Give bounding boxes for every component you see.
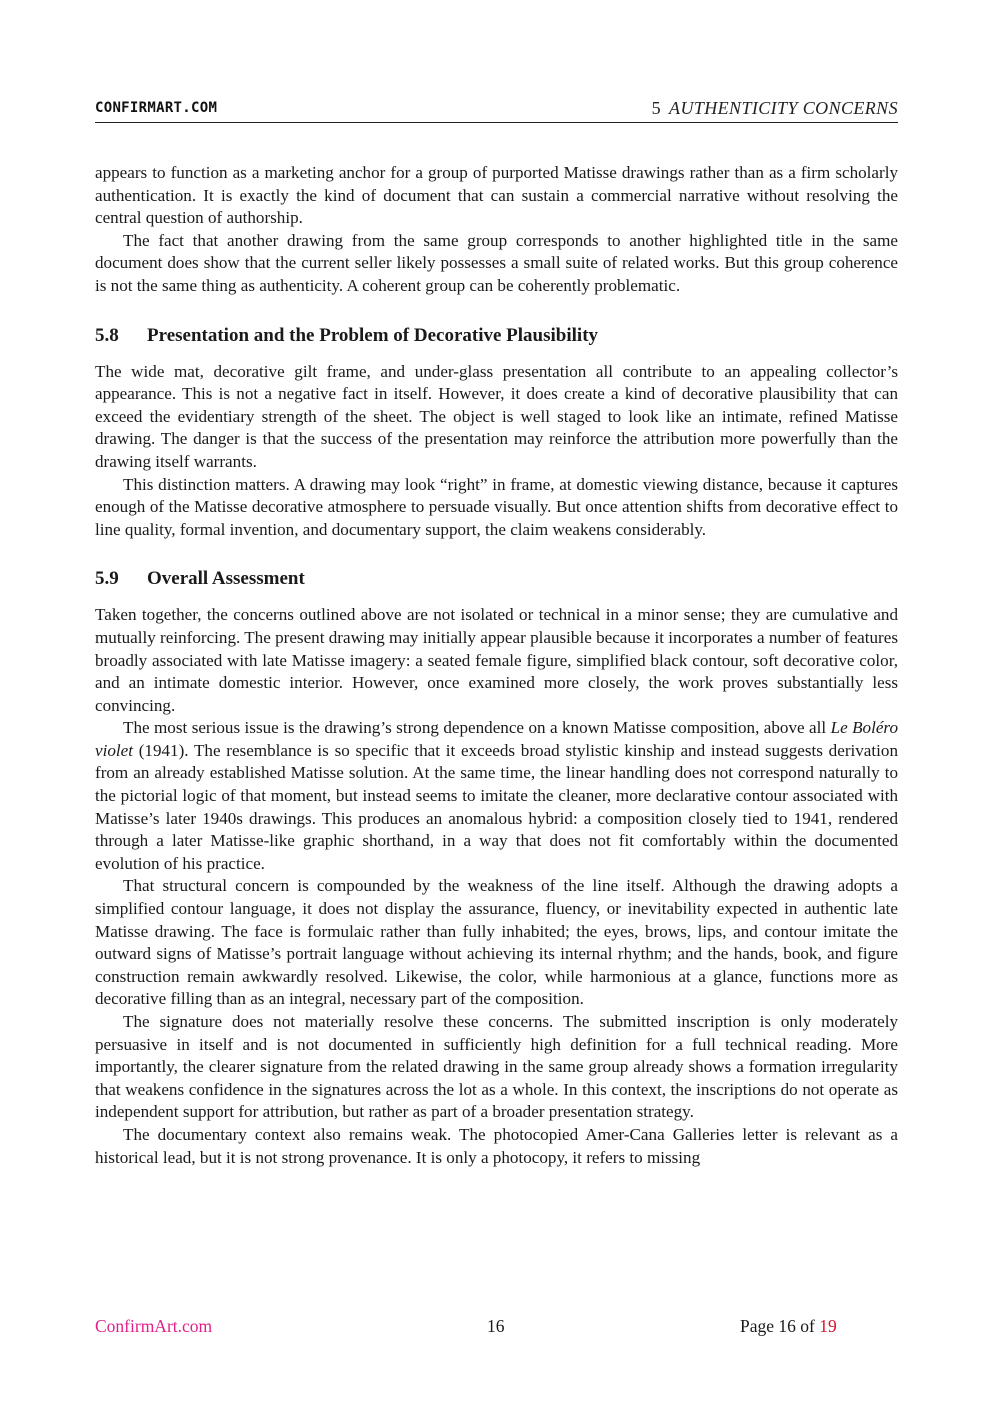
body-text (95, 162, 898, 1169)
section-heading-5-8 (95, 324, 898, 348)
section-number: 5 (651, 98, 662, 118)
footer-page-count (740, 1316, 837, 1337)
running-section-title (652, 98, 898, 119)
paragraph: The documentary context also remains weak. The photocopied Amer-Cana Galleries letter is relevant as a historical lead, but it is not strong provenance. It is only a photocopy, it refers to missing (95, 1124, 898, 1167)
paragraph: The wide mat, decorative gilt frame, and under-glass presentation all contribute to an appealing collector’s appearance. This is not a negative fact in itself. However, it does create a kind of decorative plausibility that can exceed the evidentiary strength of the sheet. The object is well staged to look like an intimate, refined Matisse drawing. The danger is that the success of the presentation may reinforce the attribution more powerfully than the drawing itself warrants. (95, 361, 898, 471)
footer-total-pages-link[interactable]: 19 (819, 1316, 837, 1336)
running-header (95, 98, 898, 123)
section-heading-title: Presentation and the Problem of Decorative Plausibility (147, 324, 599, 346)
paragraph: appears to function as a marketing anchor for a group of purported Matisse drawings rather than as a firm scholarly authentication. It is exactly the kind of document that can sustain a commercial narrative without resolving the central question of authorship. (95, 163, 898, 228)
paragraph: This distinction matters. A drawing may look “right” in frame, at domestic viewing distance, because it captures enough of the Matisse decorative atmosphere to persuade visually. But once attention shifts from decorative effect to line quality, formal invention, and documentary support, the claim weakens considerably. (95, 474, 898, 539)
document-page (95, 0, 898, 1404)
site-logo: CONFIRMART.COM (95, 100, 218, 116)
section-heading-number: 5.9 (95, 568, 119, 590)
section-heading-5-9 (95, 567, 898, 591)
footer-site-link[interactable]: ConfirmArt.com (95, 1316, 213, 1336)
paragraph-text: (1941). The resemblance is so specific that it exceeds broad stylistic kinship and instead suggests derivation from an already established Matisse solution. At the same time, the linear handling does not correspond naturally to the pictorial logic of that moment, but instead seems to imitate the cleaner, more declarative contour associated with Matisse’s later 1940s drawings. This produces an anomalous hybrid: a composition closely tied to 1941, rendered through a later Matisse-like graphic shorthand, in a way that does not fit comfortably within the documented evolution of his practice. (95, 740, 898, 873)
paragraph-text: The most serious issue is the drawing’s strong dependence on a known Matisse composition, above all (123, 718, 831, 738)
page-footer (95, 1316, 898, 1338)
section-title: AUTHENTICITY CONCERNS (669, 98, 898, 118)
artwork-title: Le Boléro violet (95, 718, 898, 760)
footer-page-label: Page 16 of (740, 1316, 820, 1336)
paragraph: That structural concern is compounded by the weakness of the line itself. Although the drawing adopts a simplified contour language, it does not display the assurance, fluency, or inevitability expected in authentic late Matisse drawing. The face is formulaic rather than fully inhabited; the eyes, brows, lips, and contour imitate the outward signs of Matisse’s portrait language without achieving its internal rhythm; and the hands, book, and figure construction remain awkwardly resolved. Likewise, the color, while harmonious at a glance, functions more as decorative filling than as an integral, necessary part of the composition. (95, 876, 898, 1009)
paragraph: The signature does not materially resolve these concerns. The submitted inscription is only moderately persuasive in itself and is not documented in sufficiently high definition for a full technical reading. More importantly, the clearer signature from the related drawing in the same group already shows a formation irregularity that weakens confidence in the signatures across the lot as a whole. In this context, the inscriptions do not operate as independent support for attribution, but rather as part of a broader presentation strategy. (95, 1012, 898, 1122)
section-heading-title: Overall Assessment (147, 568, 305, 590)
paragraph: Taken together, the concerns outlined above are not isolated or technical in a minor sense; they are cumulative and mutually reinforcing. The present drawing may initially appear plausible because it incorporates a number of features broadly associated with late Matisse imagery: a seated female figure, simplified black contour, soft decorative color, and an intimate domestic interior. However, once examined more closely, the work proves substantially less convincing. (95, 605, 898, 715)
paragraph: The fact that another drawing from the same group corresponds to another highlighted title in the same document does show that the current seller likely possesses a small suite of related works. But this group coherence is not the same thing as authenticity. A coherent group can be coherently problematic. (95, 230, 898, 295)
paragraph (95, 717, 898, 875)
footer-page-number: 16 (487, 1316, 505, 1336)
section-heading-number: 5.8 (95, 324, 119, 346)
